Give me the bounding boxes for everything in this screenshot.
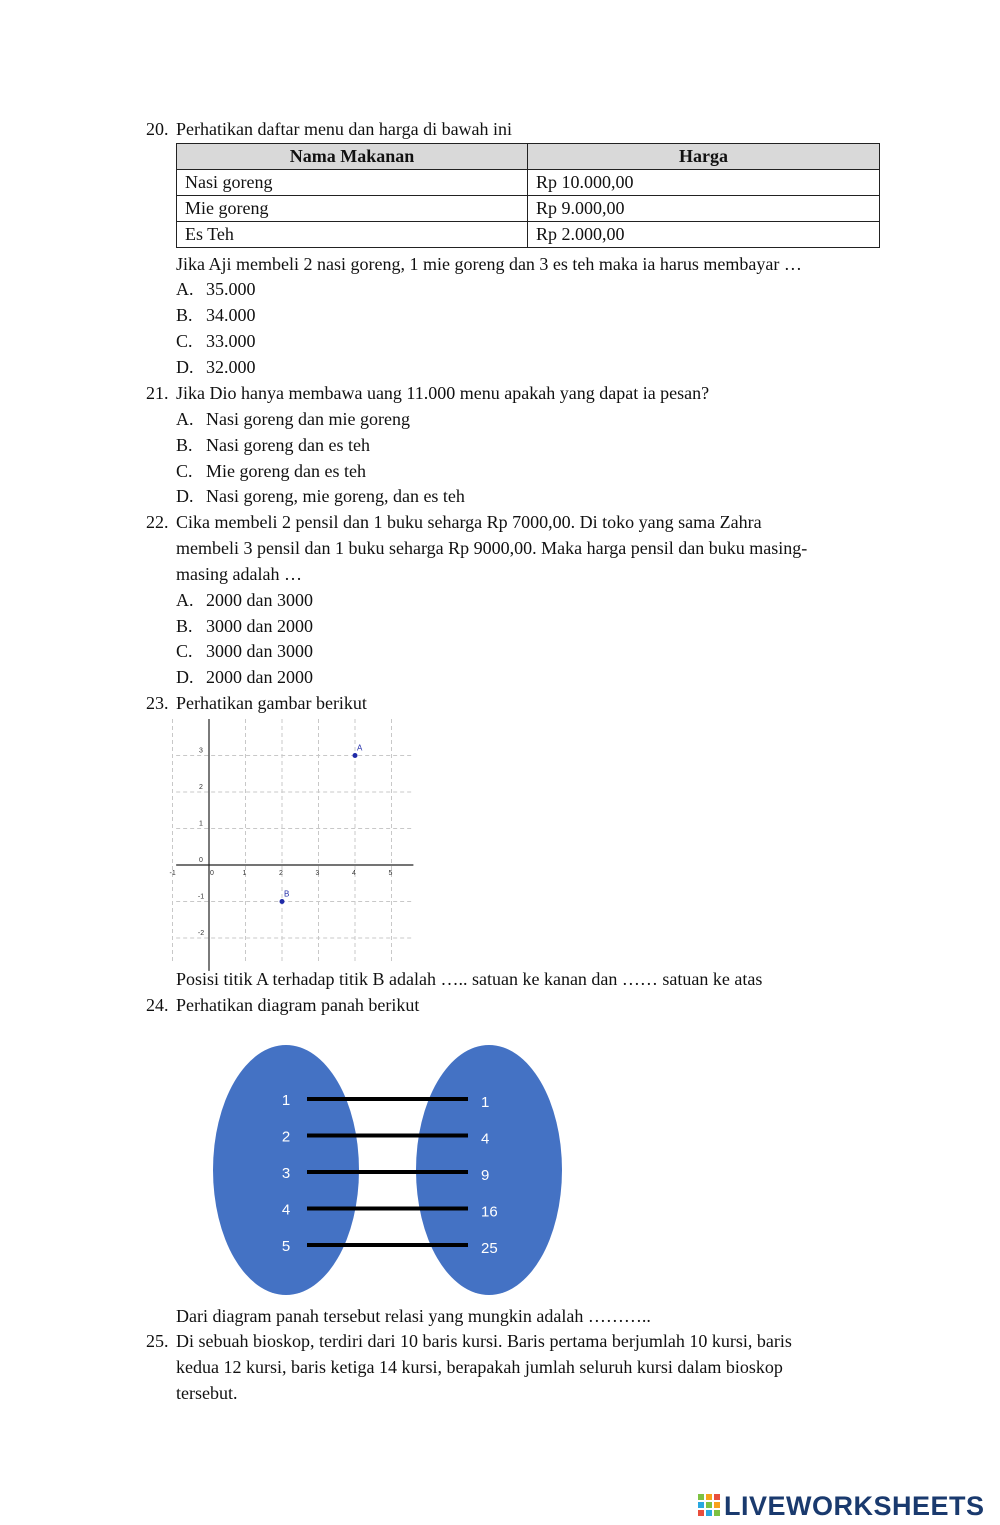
point-label: B bbox=[284, 889, 290, 899]
x-tick-label: 2 bbox=[279, 870, 283, 877]
q22-option-a[interactable]: 2000 dan 3000 bbox=[206, 590, 313, 610]
q24-intro: Perhatikan diagram panah berikut bbox=[176, 995, 420, 1015]
table-header-cell: Harga bbox=[528, 144, 880, 170]
x-tick-label: 0 bbox=[210, 870, 214, 877]
q20-option-a-letter: A. bbox=[176, 279, 194, 299]
codomain-value: 9 bbox=[481, 1167, 490, 1184]
table-cell: Nasi goreng bbox=[177, 170, 528, 196]
codomain-value: 1 bbox=[481, 1094, 490, 1111]
q21-option-c-letter: C. bbox=[176, 461, 193, 481]
q21-number: 21. bbox=[146, 383, 169, 403]
domain-value: 2 bbox=[281, 1128, 291, 1146]
q20-option-d-letter: D. bbox=[176, 357, 194, 377]
q20-option-a[interactable]: 35.000 bbox=[206, 279, 256, 299]
q21-option-b-letter: B. bbox=[176, 435, 193, 455]
q22-option-d[interactable]: 2000 dan 2000 bbox=[206, 667, 313, 687]
q23-question: Posisi titik A terhadap titik B adalah ….. satuan ke kanan dan …… satuan ke atas bbox=[176, 969, 763, 989]
table-cell: Rp 10.000,00 bbox=[528, 170, 880, 196]
q21-option-d[interactable]: Nasi goreng, mie goreng, dan es teh bbox=[206, 486, 465, 506]
q22-line-3: masing adalah … bbox=[176, 564, 302, 584]
q21-question: Jika Dio hanya membawa uang 11.000 menu apakah yang dapat ia pesan? bbox=[176, 383, 710, 403]
q20-number: 20. bbox=[146, 119, 169, 139]
y-tick-label: -2 bbox=[197, 930, 205, 937]
liveworksheets-logo-icon bbox=[698, 1494, 720, 1518]
q23-intro: Perhatikan gambar berikut bbox=[176, 693, 367, 713]
q21-option-a[interactable]: Nasi goreng dan mie goreng bbox=[206, 409, 410, 429]
y-tick-label: -1 bbox=[197, 893, 205, 901]
y-tick-label: 1 bbox=[199, 820, 203, 828]
q20-option-c[interactable]: 33.000 bbox=[206, 331, 256, 351]
domain-value: 5 bbox=[281, 1238, 291, 1255]
codomain-value: 25 bbox=[481, 1240, 498, 1257]
q22-line-1: Cika membeli 2 pensil dan 1 buku seharga Rp 7000,00. Di toko yang sama Zahra bbox=[176, 512, 762, 532]
y-tick-label: 0 bbox=[199, 857, 203, 864]
x-tick-label: 1 bbox=[242, 870, 247, 877]
x-tick-label: 4 bbox=[352, 870, 356, 877]
y-tick-label: 3 bbox=[199, 747, 203, 755]
q21-option-a-letter: A. bbox=[176, 409, 194, 429]
table-cell: Es Teh bbox=[177, 222, 528, 248]
q20-intro: Perhatikan daftar menu dan harga di bawah ini bbox=[176, 119, 513, 139]
q24-question: Dari diagram panah tersebut relasi yang mungkin adalah ……….. bbox=[176, 1306, 651, 1326]
q22-option-c-letter: C. bbox=[176, 641, 193, 661]
q22-option-b[interactable]: 3000 dan 2000 bbox=[206, 616, 313, 636]
q21-option-d-letter: D. bbox=[176, 486, 194, 506]
q21-option-b[interactable]: Nasi goreng dan es teh bbox=[206, 435, 370, 455]
table-cell: Rp 9.000,00 bbox=[528, 196, 880, 222]
table-header-cell: Nama Makanan bbox=[177, 144, 528, 170]
q20-question: Jika Aji membeli 2 nasi goreng, 1 mie goreng dan 3 es teh maka ia harus membayar … bbox=[176, 254, 802, 274]
q25-number: 25. bbox=[146, 1331, 169, 1351]
q25-line-1: Di sebuah bioskop, terdiri dari 10 baris kursi. Baris pertama berjumlah 10 kursi, baris bbox=[176, 1331, 792, 1351]
domain-value: 3 bbox=[281, 1165, 291, 1182]
q22-line-2: membeli 3 pensil dan 1 buku seharga Rp 9000,00. Maka harga pensil dan buku masing- bbox=[176, 538, 808, 558]
q22-option-c[interactable]: 3000 dan 3000 bbox=[206, 641, 313, 661]
y-tick-label: 2 bbox=[199, 784, 203, 791]
q25-line-3: tersebut. bbox=[176, 1383, 238, 1403]
q20-option-d[interactable]: 32.000 bbox=[206, 357, 256, 377]
point-label: A bbox=[357, 743, 363, 753]
q24-number: 24. bbox=[146, 995, 169, 1015]
q21-option-c[interactable]: Mie goreng dan es teh bbox=[206, 461, 366, 481]
x-tick-label: -1 bbox=[169, 870, 176, 877]
codomain-value: 16 bbox=[481, 1203, 498, 1221]
domain-value: 4 bbox=[281, 1201, 291, 1219]
q22-option-b-letter: B. bbox=[176, 616, 193, 636]
table-cell: Rp 2.000,00 bbox=[528, 222, 880, 248]
x-tick-label: 3 bbox=[315, 870, 320, 877]
q23-number: 23. bbox=[146, 693, 169, 713]
liveworksheets-brand[interactable]: LIVEWORKSHEETS bbox=[724, 1491, 985, 1521]
q20-option-c-letter: C. bbox=[176, 331, 193, 351]
q25-line-2: kedua 12 kursi, baris ketiga 14 kursi, berapakah jumlah seluruh kursi dalam bioskop bbox=[176, 1357, 783, 1377]
q20-option-b[interactable]: 34.000 bbox=[206, 305, 256, 325]
x-tick-label: 5 bbox=[388, 870, 393, 877]
codomain-value: 4 bbox=[481, 1130, 490, 1148]
table-cell: Mie goreng bbox=[177, 196, 528, 222]
q22-number: 22. bbox=[146, 512, 169, 532]
domain-value: 1 bbox=[281, 1092, 291, 1109]
q20-option-b-letter: B. bbox=[176, 305, 193, 325]
q22-option-d-letter: D. bbox=[176, 667, 194, 687]
q22-option-a-letter: A. bbox=[176, 590, 194, 610]
